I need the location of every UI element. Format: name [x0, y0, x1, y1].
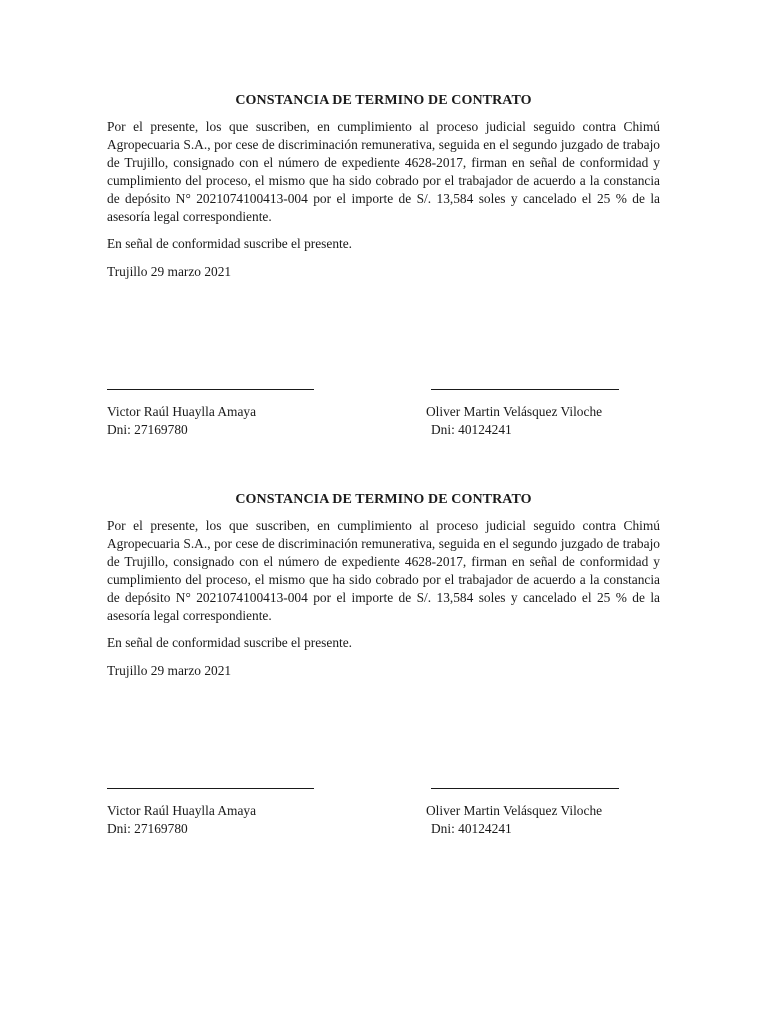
- signature-line: [107, 389, 314, 390]
- signature-line: [431, 389, 619, 390]
- document-paragraph: Por el presente, los que suscriben, en cumplimiento al proceso judicial seguido contra Chimú Agropecuaria S.A., por cese de discriminación remunerativa, seguida en el segundo juzgado de trabajo de Trujillo, consignado con el número de expediente 4628-2017, firman en señal de conformidad y cumplimiento del proceso, el mismo que ha sido cobrado por el trabajador de acuerdo a la constancia de depósito N° 2021074100413-004 por el importe de S/. 13,584 soles y cancelado el 25 % de la asesoría legal correspondiente.: [107, 119, 660, 224]
- document-title: CONSTANCIA DE TERMINO DE CONTRATO: [235, 492, 532, 507]
- signatory-name: Oliver Martin Velásquez Viloche: [426, 404, 603, 419]
- signature-line: [431, 788, 619, 789]
- signature-block-right: [428, 389, 619, 439]
- document-title: CONSTANCIA DE TERMINO DE CONTRATO: [235, 93, 532, 108]
- signatory-name: Oliver Martin Velásquez Viloche: [426, 803, 603, 818]
- signature-block-right: [428, 788, 619, 838]
- constancia-block-2: [107, 491, 660, 836]
- constancia-block-1: [107, 92, 660, 437]
- conformity-statement: En señal de conformidad suscribe el presente.: [107, 635, 353, 650]
- signatory-dni: Dni: 40124241: [431, 821, 512, 836]
- signature-block-left: [107, 389, 314, 439]
- conformity-statement: En señal de conformidad suscribe el presente.: [107, 236, 353, 251]
- signatory-dni: Dni: 27169780: [107, 821, 188, 836]
- signatory-name: Victor Raúl Huaylla Amaya: [107, 803, 257, 818]
- signatory-dni: Dni: 27169780: [107, 422, 188, 437]
- document-paragraph: Por el presente, los que suscriben, en cumplimiento al proceso judicial seguido contra Chimú Agropecuaria S.A., por cese de discriminación remunerativa, seguida en el segundo juzgado de trabajo de Trujillo, consignado con el número de expediente 4628-2017, firman en señal de conformidad y cumplimiento del proceso, el mismo que ha sido cobrado por el trabajador de acuerdo a la constancia de depósito N° 2021074100413-004 por el importe de S/. 13,584 soles y cancelado el 25 % de la asesoría legal correspondiente.: [107, 518, 660, 623]
- signatory-dni: Dni: 40124241: [431, 422, 512, 437]
- document-date: Trujillo 29 marzo 2021: [107, 663, 232, 678]
- signature-block-left: [107, 788, 314, 838]
- document-date: Trujillo 29 marzo 2021: [107, 264, 232, 279]
- signature-line: [107, 788, 314, 789]
- signatory-name: Victor Raúl Huaylla Amaya: [107, 404, 257, 419]
